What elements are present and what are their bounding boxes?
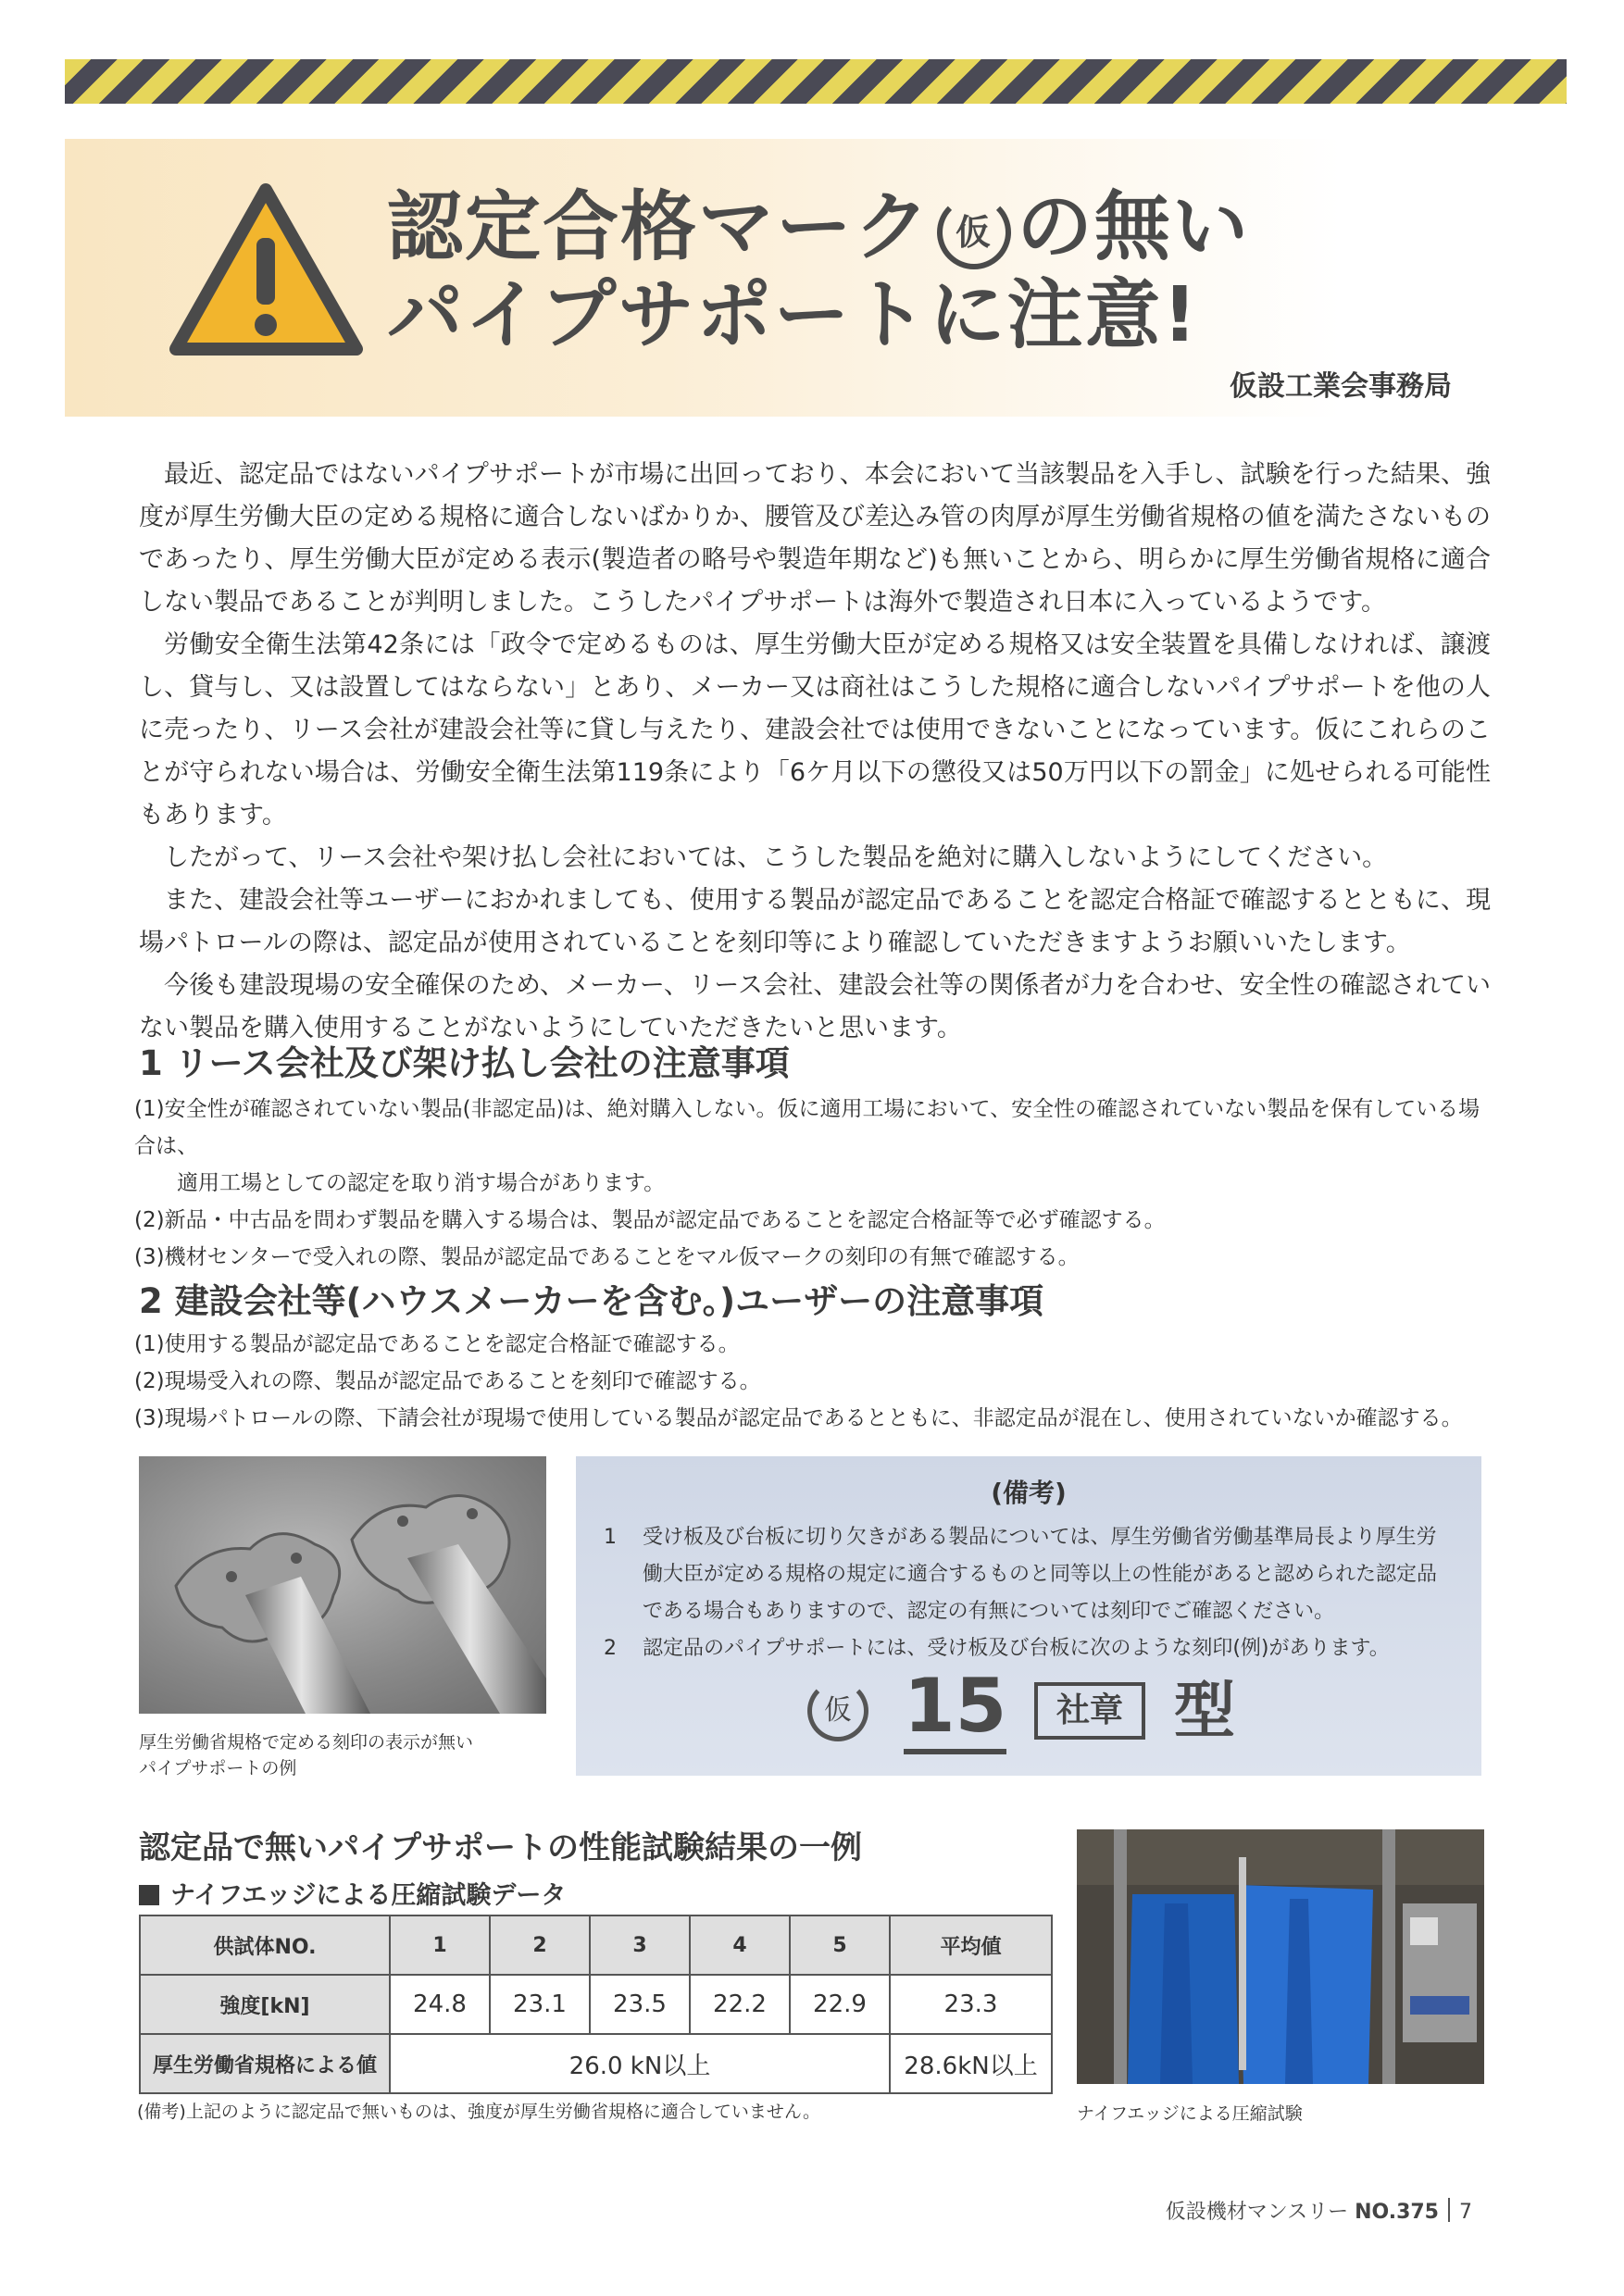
table-row-label: 強度[kN]	[140, 1975, 390, 2034]
photo-caption: 厚生労働省規格で定める刻印の表示が無い パイプサポートの例	[139, 1732, 474, 1778]
page-title-line-1: 認定合格マーク 仮 の無い	[387, 183, 1251, 271]
table-cell: 23.1	[490, 1975, 590, 2034]
remarks-title: (備考)	[991, 1478, 1067, 1508]
table-cell: 23.5	[590, 1975, 690, 2034]
table-row	[140, 2034, 1052, 2093]
table-header-cell: 平均値	[890, 1915, 1052, 1975]
section-2-title: 2 建設会社等(ハウスメーカーを含む。)ユーザーの注意事項	[139, 1281, 1044, 1321]
table-row	[140, 1975, 1052, 2034]
table-header-cell: 4	[690, 1915, 790, 1975]
table-header-cell: 3	[590, 1915, 690, 1975]
divider	[1448, 2198, 1450, 2222]
page-number: 7	[1459, 2201, 1472, 2224]
table-note: (備考)上記のように認定品で無いものは、強度が厚生労働省規格に適合していません。	[137, 2102, 820, 2122]
kari-mark-icon: 仮	[937, 195, 1011, 269]
photo-caption: ナイフエッジによる圧縮試験	[1077, 2103, 1303, 2124]
company-emblem-box: 社章	[1034, 1682, 1145, 1740]
table-header-cell: 供試体NO.	[140, 1915, 390, 1975]
stamp-number: 15	[904, 1664, 1006, 1754]
table-cell: 23.3	[890, 1975, 1052, 2034]
results-table	[139, 1915, 1053, 2094]
list-item: (3)機材センターで受入れの際、製品が認定品であることをマル仮マークの刻印の有無で確認する。	[134, 1245, 1080, 1269]
table-row-label: 厚生労働省規格による値	[140, 2034, 390, 2093]
compression-test-photo	[1077, 1829, 1484, 2084]
table-header-cell: 1	[390, 1915, 490, 1975]
table-cell: 22.2	[690, 1975, 790, 2034]
hazard-stripe-bar	[65, 59, 1567, 104]
performance-subtitle: ナイフエッジによる圧縮試験データ	[139, 1875, 566, 1911]
organization-name: 仮設工業会事務局	[1230, 370, 1452, 403]
square-bullet-icon	[139, 1885, 159, 1905]
section-2-list	[134, 1326, 1495, 1437]
paragraph: したがって、リース会社や架け払し会社においては、こうした製品を絶対に購入しないようにしてください。	[164, 843, 1388, 872]
list-item: (2)新品・中古品を問わず製品を購入する場合は、製品が認定品であることを認定合格証等で必ず確認する。	[134, 1208, 1166, 1232]
table-header-cell: 2	[490, 1915, 590, 1975]
table-cell: 26.0 kN以上	[390, 2034, 890, 2093]
table-cell: 22.9	[790, 1975, 890, 2034]
table-header-cell: 5	[790, 1915, 890, 1975]
page-footer: 仮設機材マンスリー NO.375 7	[1166, 2196, 1472, 2225]
compression-test-illustration	[1077, 1829, 1484, 2084]
intro-text	[139, 454, 1491, 1050]
paragraph: また、建設会社等ユーザーにおかれましても、使用する製品が認定品であることを認定合格証で確認するとともに、現場パトロールの際は、認定品が使用されていることを刻印等により確認していただきますようお願いいたします。	[139, 886, 1491, 957]
remarks-item: 1 受け板及び台板に切り欠きがある製品については、厚生労働省労働基準局長より厚生労働大臣が定める規格の規定に適合するものと同等以上の性能があると認められた認定品である場合もありますので、認定の有無については刻印でご確認ください。	[604, 1526, 1438, 1623]
warning-icon	[167, 181, 366, 361]
table-cell: 24.8	[390, 1975, 490, 2034]
stamp-type: 型	[1174, 1675, 1235, 1746]
paragraph: 今後も建設現場の安全確保のため、メーカー、リース会社、建設会社等の関係者が力を合わせ、安全性の確認されていない製品を購入使用することがないようにしていただきたいと思います。	[139, 971, 1491, 1042]
list-item: (2)現場受入れの際、製品が認定品であることを刻印で確認する。	[134, 1369, 761, 1393]
pipe-support-illustration	[139, 1456, 546, 1714]
list-item: (1)安全性が確認されていない製品(非認定品)は、絶対購入しない。仮に適用工場において、安全性の確認されていない製品を保有している場合は、 適用工場としての認定を取り消す場合があります。	[134, 1097, 1480, 1195]
table-cell: 28.6kN以上	[890, 2034, 1052, 2093]
stamp-example	[807, 1663, 1289, 1754]
remarks-list	[604, 1519, 1455, 1667]
page-title-line-2: パイプサポートに注意!	[387, 271, 1199, 359]
section-1-title: 1 リース会社及び架け払し会社の注意事項	[139, 1043, 790, 1083]
performance-title: 認定品で無いパイプサポートの性能試験結果の一例	[139, 1829, 862, 1866]
section-1-list	[134, 1091, 1495, 1276]
remarks-item: 2 認定品のパイプサポートには、受け板及び台板に次のような刻印(例)があります。	[604, 1637, 1390, 1660]
pipe-support-photo	[139, 1456, 546, 1714]
remarks-box	[576, 1456, 1481, 1776]
kari-mark-icon: 仮	[807, 1680, 868, 1741]
paragraph: 労働安全衛生法第42条には「政令で定めるものは、厚生労働大臣が定める規格又は安全装置を具備しなければ、譲渡し、貸与し、又は設置してはならない」とあり、メーカー又は商社はこうした規格に適合しないパイプサポートを他の人に売ったり、リース会社が建設会社等に貸し与えたり、建設会社では使用できないことになっています。仮にこれらのことが守られない場合は、労働安全衛生法第119条により「6ケ月以下の懲役又は50万円以下の罰金」に処せられる可能性もあります。	[139, 630, 1491, 830]
paragraph: 最近、認定品ではないパイプサポートが市場に出回っており、本会において当該製品を入手し、試験を行った結果、強度が厚生労働大臣の定める規格に適合しないばかりか、腰管及び差込み管の肉厚が厚生労働省規格の値を満たさないものであったり、厚生労働大臣が定める表示(製造者の略号や製造年期など)も無いことから、明らかに厚生労働省規格に適合しない製品であることが判明しました。こうしたパイプサポートは海外で製造され日本に入っているようです。	[139, 460, 1491, 617]
list-item: (1)使用する製品が認定品であることを認定合格証で確認する。	[134, 1332, 740, 1356]
list-item: (3)現場パトロールの際、下請会社が現場で使用している製品が認定品であるとともに、非認定品が混在し、使用されていないか確認する。	[134, 1406, 1463, 1430]
table-row	[140, 1915, 1052, 1975]
